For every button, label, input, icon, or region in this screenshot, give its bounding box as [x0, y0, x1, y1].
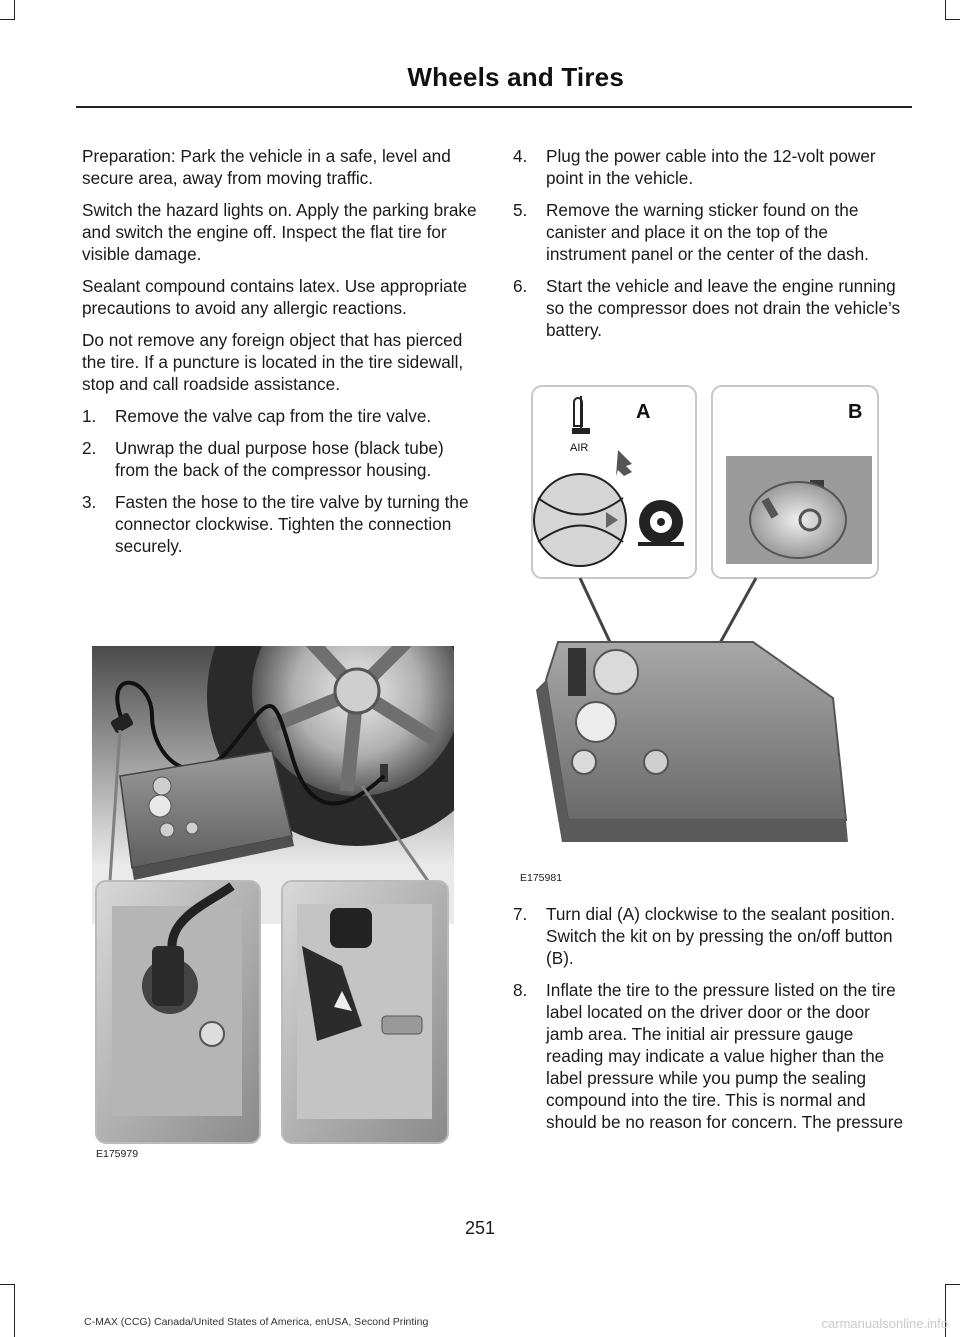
- step-number: 3.: [82, 492, 97, 512]
- step-item: [513, 275, 908, 341]
- left-column: [82, 145, 477, 567]
- step-item: [513, 199, 908, 265]
- figure-hose-connection: [92, 646, 454, 1146]
- step-text: Remove the valve cap from the tire valve.: [115, 406, 432, 426]
- step-text: Inflate the tire to the pressure listed on the tire label located on the driver door or the door jamb area. The initial air pressure gauge reading may indicate a value higher than the label pressure while you pump the sealing compound into the tire. This is normal and should be no reason for concern. The pressure: [546, 980, 904, 1132]
- right-column: [513, 145, 908, 351]
- step-item: [513, 979, 908, 1133]
- step-text: Remove the warning sticker found on the canister and place it on the top of the instrument panel or the center of the dash.: [546, 200, 869, 264]
- step-number: 8.: [513, 980, 528, 1000]
- label-a: A: [636, 401, 651, 423]
- step-text: Unwrap the dual purpose hose (black tube) from the back of the compressor housing.: [115, 438, 444, 480]
- step-number: 5.: [513, 200, 528, 220]
- air-label: AIR: [570, 442, 589, 454]
- crop-mark: [946, 1284, 960, 1285]
- crop-mark: [14, 1284, 15, 1337]
- step-number: 2.: [82, 438, 97, 458]
- step-item: [513, 903, 908, 969]
- footer-text: C-MAX (CCG) Canada/United States of America, enUSA, Second Printing: [84, 1316, 429, 1328]
- inset-plug-detail: [112, 886, 242, 1116]
- inset-valve-detail: [297, 904, 432, 1119]
- right-column-lower: [513, 903, 908, 1143]
- crop-mark: [946, 19, 960, 20]
- header-divider: [76, 106, 912, 108]
- step-number: 7.: [513, 904, 528, 924]
- page-number: 251: [464, 1218, 496, 1238]
- paragraph-foreign-object: Do not remove any foreign object that has pierced the tire. If a puncture is located in the tire sidewall, stop and call roadside assistance.: [82, 330, 464, 394]
- step-item: [82, 437, 477, 481]
- step-number: 4.: [513, 146, 528, 166]
- on-off-button: [750, 482, 846, 558]
- step-item: [513, 145, 908, 189]
- paragraph-hazard-lights: Switch the hazard lights on. Apply the parking brake and switch the engine off. Inspect the flat tire for visible damage.: [82, 200, 477, 264]
- step-number: 6.: [513, 276, 528, 296]
- paragraph-latex-warning: Sealant compound contains latex. Use appropriate precautions to avoid any allergic reactions.: [82, 276, 468, 318]
- step-text: Turn dial (A) clockwise to the sealant position. Switch the kit on by pressing the on/off button (B).: [546, 904, 896, 968]
- crop-mark: [14, 0, 15, 20]
- step-item: [82, 405, 477, 427]
- crop-mark: [945, 0, 946, 20]
- compressor-unit: [536, 642, 848, 842]
- step-item: [82, 491, 477, 557]
- crop-mark: [0, 19, 14, 20]
- step-number: 1.: [82, 406, 97, 426]
- step-text: Start the vehicle and leave the engine running so the compressor does not drain the vehicle’s battery.: [546, 276, 901, 340]
- step-text: Plug the power cable into the 12-volt power point in the vehicle.: [546, 146, 876, 188]
- crop-mark: [0, 1284, 14, 1285]
- figure-code-right: E175981: [520, 872, 563, 884]
- step-text: Fasten the hose to the tire valve by turning the connector clockwise. Tighten the connection securely.: [115, 492, 469, 556]
- figure-code-left: E175979: [96, 1148, 139, 1160]
- label-b: B: [848, 401, 863, 423]
- figure-dial-and-button: [518, 380, 888, 868]
- watermark: carmanualsonline.info: [821, 1316, 948, 1331]
- page-title: Wheels and Tires: [407, 62, 624, 92]
- paragraph-preparation: Preparation: Park the vehicle in a safe, level and secure area, away from moving traffic.: [82, 146, 451, 188]
